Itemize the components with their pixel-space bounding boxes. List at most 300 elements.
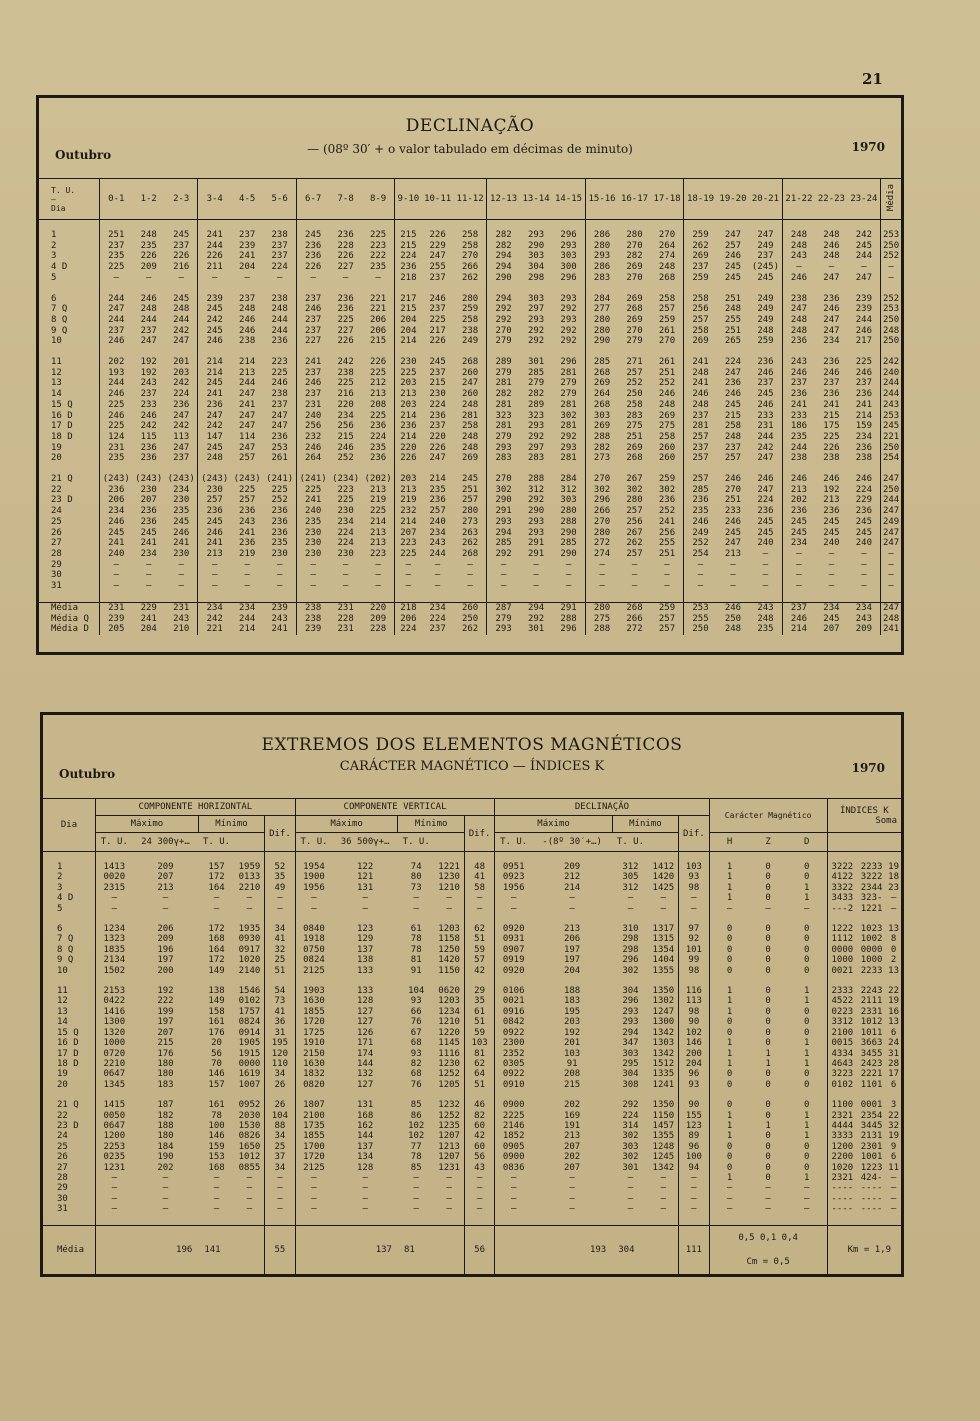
value-cell: 243 [749, 602, 782, 613]
value-cell: 233 [757, 410, 774, 421]
value-cell: — [684, 560, 717, 571]
value-cell: 248 [239, 304, 256, 315]
value-cell: 1 [803, 893, 810, 904]
value-cell: 100 [679, 1152, 710, 1162]
value-cell: 42 [464, 1131, 495, 1141]
value-cell: 238 [823, 453, 840, 464]
value-cell: 238 [782, 294, 815, 305]
declinacao-day-row [39, 453, 901, 464]
value-cell: 237 [173, 453, 190, 464]
value-cell: 80 [410, 872, 422, 883]
value-cell: 286 [585, 230, 618, 241]
value-cell: 3 [890, 1100, 897, 1111]
value-cell: 242 [140, 421, 157, 432]
value-cell: 1502 [96, 966, 133, 976]
hour-header: 19-20 [717, 179, 749, 220]
value-cell: 1 [709, 1111, 749, 1121]
value-cell: 225 [395, 549, 422, 560]
value-cell: 6 [890, 1152, 897, 1163]
day-label: 17 D [51, 421, 73, 432]
value-cell: 226 [395, 453, 422, 464]
value-cell: 1 [709, 872, 749, 882]
value-cell: 2253 [96, 1142, 133, 1152]
value-cell: 272 [626, 624, 643, 635]
value-cell: 245 [782, 528, 815, 539]
value-cell: 81 [464, 1049, 495, 1059]
value-cell: 247 [855, 272, 873, 283]
value-cell: 292 [527, 431, 545, 442]
hour-header: 4-5 [231, 179, 263, 220]
value-cell: — [413, 1204, 419, 1215]
value-cell: 205 [100, 624, 133, 635]
value-cell: 248 [823, 230, 840, 240]
declinacao-day-row [39, 411, 901, 422]
value-cell: 244 [881, 378, 901, 389]
value-cell: 213 [369, 389, 387, 400]
hour-header: 10-11 [421, 179, 453, 220]
value-cell: 226 [198, 251, 231, 262]
value-cell: — [178, 570, 184, 581]
value-cell: 212 [369, 378, 387, 389]
value-cell: 244 [140, 314, 157, 325]
value-cell: 245 [823, 613, 840, 624]
value-cell: 1200 [96, 1131, 133, 1141]
value-cell: 0000 [238, 1058, 261, 1069]
value-cell: 215 [724, 410, 742, 421]
day-label: 12 [51, 367, 62, 378]
value-cell: — [246, 893, 253, 904]
value-cell: 237 [855, 378, 873, 389]
value-cell: 347 [622, 1038, 639, 1049]
extremos-header-row-1 [43, 799, 901, 816]
value-cell: 0 [765, 934, 771, 945]
value-cell: — [413, 1193, 419, 1204]
day-label: 20 [51, 453, 62, 464]
value-cell: 243 [855, 613, 873, 624]
value-cell: — [246, 903, 253, 914]
value-cell: 225 [271, 367, 288, 378]
value-cell: 78 [211, 1110, 222, 1121]
value-cell: 225 [395, 368, 422, 379]
value-cell: 221 [369, 304, 387, 315]
value-cell: 211 [198, 262, 231, 273]
value-cell: 244 [100, 378, 133, 389]
value-cell: 270 [585, 474, 618, 485]
value-cell: 230 [198, 485, 231, 496]
value-cell: 258 [724, 421, 742, 432]
value-cell: 0 [709, 1163, 749, 1173]
value-cell: 256 [626, 516, 643, 527]
value-cell: 225 [239, 484, 256, 495]
extremos-day-row [43, 1163, 901, 1173]
value-cell: 234 [782, 538, 815, 549]
spacer-row [39, 592, 901, 603]
declinacao-day-row [39, 421, 901, 432]
value-cell: 0305 [495, 1059, 532, 1069]
value-cell: 4444 [827, 1121, 857, 1131]
value-cell: 176 [157, 1048, 174, 1059]
value-cell: 206 [369, 314, 387, 325]
day-label: 28 [51, 548, 62, 559]
value-cell: 248 [271, 304, 288, 315]
value-cell: 245 [823, 516, 840, 527]
value-cell: 284 [585, 294, 618, 305]
value-cell: 204 [679, 1059, 710, 1069]
value-cell: 252 [881, 251, 901, 262]
day-label: 16 D [51, 410, 73, 421]
value-cell: — [467, 559, 473, 570]
value-cell: 239 [100, 614, 133, 625]
media-km: Km = 1,9 [827, 1225, 901, 1274]
value-cell: 225 [100, 400, 133, 411]
day-label: 21 Q [57, 1100, 79, 1111]
value-cell: 247 [429, 251, 446, 262]
value-cell: 246 [198, 528, 231, 539]
day-label: 29 [51, 559, 62, 570]
value-cell: 275 [658, 421, 676, 432]
value-cell: 0900 [495, 1100, 532, 1110]
value-cell: 2200 [827, 1152, 857, 1162]
value-cell: 224 [271, 262, 288, 273]
value-cell: 236 [337, 230, 354, 240]
declinacao-day-row [39, 538, 901, 549]
value-cell: — [684, 581, 717, 592]
value-cell: — [446, 1183, 452, 1194]
value-cell: (245) [751, 262, 779, 273]
value-cell: 202 [782, 495, 815, 506]
value-cell: 237 [239, 293, 256, 304]
value-cell: 248 [658, 262, 676, 273]
value-cell: 134 [357, 1152, 374, 1163]
value-cell: 19 [888, 996, 900, 1007]
value-cell: 248 [198, 453, 231, 464]
value-cell: 252 [684, 538, 717, 549]
value-cell: 283 [487, 453, 520, 464]
value-cell: 261 [658, 357, 676, 368]
value-cell: 0 [709, 934, 749, 944]
value-cell: 245 [724, 399, 742, 410]
value-cell: 0 [765, 996, 771, 1007]
value-cell: 213 [157, 882, 174, 893]
value-cell: 244 [239, 378, 256, 389]
value-cell: 283 [585, 273, 618, 284]
value-cell: 236 [100, 485, 133, 496]
value-cell: 213 [369, 538, 387, 549]
value-cell: 192 [563, 1027, 581, 1038]
value-cell: — [495, 1194, 532, 1204]
value-cell: 1302 [652, 996, 675, 1007]
value-cell: 257 [724, 240, 742, 251]
value-cell: 201 [173, 357, 190, 368]
value-cell: 0 [803, 944, 810, 955]
value-cell: — [375, 559, 381, 570]
value-cell: 301 [527, 624, 545, 635]
value-cell: 233 [724, 506, 742, 517]
value-cell: — [100, 273, 133, 284]
value-cell: 323 [487, 411, 520, 422]
value-cell: 2315 [96, 883, 133, 893]
value-cell: 239 [239, 240, 256, 251]
value-cell: 292 [487, 549, 520, 560]
value-cell: — [487, 581, 520, 592]
value-cell: 259 [684, 273, 717, 284]
value-cell: 101 [679, 945, 710, 955]
value-cell: 238 [296, 614, 329, 625]
value-cell: 24 [888, 1038, 900, 1049]
value-cell: 250 [684, 624, 717, 635]
value-cell: 121 [357, 872, 374, 883]
value-cell: 235 [782, 432, 815, 443]
value-cell: 49 [265, 883, 296, 893]
value-cell: 266 [461, 262, 479, 273]
value-cell: 257 [626, 506, 643, 517]
value-cell: 301 [527, 357, 545, 368]
value-cell: 238 [239, 336, 256, 347]
value-cell: 0919 [495, 955, 532, 965]
value-cell: 0 [709, 1028, 749, 1038]
value-cell: 214 [198, 357, 231, 368]
value-cell: 243 [881, 400, 901, 411]
value-cell: 1342 [652, 1162, 675, 1173]
value-cell: — [890, 893, 897, 904]
value-cell: 188 [157, 1120, 174, 1131]
value-cell: 288 [560, 613, 577, 624]
value-cell: (243) [100, 474, 133, 485]
value-cell: 302 [622, 1152, 639, 1163]
value-cell: 297 [527, 442, 545, 453]
value-cell: 239 [296, 624, 329, 635]
value-cell: 280 [626, 230, 643, 240]
day-label: 20 [57, 1079, 68, 1090]
value-cell: 207 [157, 872, 174, 883]
day-label: 25 [57, 1141, 68, 1152]
value-cell: 1935 [238, 924, 261, 935]
value-cell: 96 [679, 1142, 710, 1152]
value-cell: 228 [337, 613, 354, 624]
media-header-text: Média [886, 183, 897, 212]
value-cell: 93 [410, 996, 422, 1007]
value-cell: 303 [560, 251, 577, 262]
value-cell: 233 [140, 399, 157, 410]
value-cell: 0923 [495, 872, 532, 882]
value-cell: 209 [369, 613, 387, 624]
value-cell: ---- [860, 1193, 883, 1204]
value-cell: 237 [782, 602, 815, 613]
value-cell: 236 [429, 495, 446, 506]
value-cell: 175 [823, 421, 840, 432]
value-cell: — [495, 1173, 532, 1183]
value-cell: 1 [709, 1173, 749, 1183]
value-cell: — [213, 903, 220, 914]
value-cell: 234 [337, 410, 354, 421]
value-cell: 221 [881, 432, 901, 443]
value-cell: — [295, 1204, 332, 1214]
extremos-day-row [43, 996, 901, 1006]
value-cell: 258 [461, 230, 479, 240]
value-cell: 282 [585, 443, 618, 454]
value-cell: 245 [823, 527, 840, 538]
value-cell: 246 [724, 474, 742, 485]
value-cell: 293 [560, 314, 577, 325]
value-cell: 4122 [827, 872, 857, 882]
value-cell: 61 [410, 924, 422, 935]
value-cell: 13 [888, 965, 900, 976]
value-cell: — [765, 903, 771, 914]
value-cell: 1956 [495, 883, 532, 893]
value-cell: 2210 [238, 882, 261, 893]
value-cell: 247 [823, 314, 840, 325]
value-cell: 183 [563, 996, 581, 1007]
declinacao-day-row [39, 326, 901, 337]
value-cell: 18 [888, 872, 900, 883]
declinacao-day-row [39, 230, 901, 241]
value-cell: — [446, 1193, 452, 1204]
value-cell: — [362, 903, 368, 914]
value-cell: 0 [765, 1110, 771, 1121]
value-cell: 237 [140, 389, 157, 400]
value-cell: 220 [395, 443, 422, 454]
value-cell: 197 [157, 1017, 174, 1028]
day-label: 23 D [57, 1120, 79, 1131]
value-cell: 283 [626, 410, 643, 421]
value-cell: 248 [782, 241, 815, 252]
value-cell: 36 [265, 1017, 296, 1027]
value-cell: 186 [782, 421, 815, 432]
extremos-day-row [43, 1204, 901, 1214]
value-cell: — [828, 581, 835, 592]
value-cell: 242 [173, 378, 190, 389]
value-cell: 214 [239, 357, 256, 368]
d-dif-header: Dif. [679, 816, 710, 852]
value-cell: 0 [709, 1142, 749, 1152]
value-cell: 2331 [860, 1006, 883, 1017]
value-cell: — [464, 1173, 495, 1183]
value-cell: 257 [658, 624, 676, 635]
value-cell: 0 [765, 944, 771, 955]
declinacao-header-row [39, 179, 901, 220]
value-cell: 113 [679, 996, 710, 1006]
value-cell: 207 [563, 1162, 581, 1173]
value-cell: 231 [757, 421, 774, 432]
value-cell: 289 [487, 357, 520, 368]
dia-label: Dia [51, 203, 66, 213]
value-cell: 228 [369, 624, 387, 635]
value-cell: 98 [679, 883, 710, 893]
value-cell: 230 [296, 528, 329, 539]
value-cell: — [146, 559, 152, 570]
value-cell: — [244, 570, 250, 581]
value-cell: 203 [395, 400, 422, 411]
value-cell: 1210 [438, 1017, 460, 1028]
value-cell: 241 [782, 400, 815, 411]
value-cell: 180 [157, 1069, 174, 1080]
value-cell: 246 [855, 367, 873, 378]
value-cell: 237 [757, 251, 774, 262]
day-label: 10 [57, 965, 68, 976]
value-cell: 292 [560, 336, 577, 347]
value-cell: 196 [157, 944, 174, 955]
value-cell: 2243 [860, 986, 883, 997]
declinacao-day-row [39, 506, 901, 517]
value-cell: 2150 [295, 1049, 332, 1059]
media-v-max: 137 [295, 1225, 398, 1274]
value-cell: 245 [173, 516, 190, 527]
value-cell: — [213, 1172, 220, 1183]
value-cell: 0 [803, 955, 810, 966]
value-cell: 246 [823, 304, 840, 315]
value-cell: 247 [757, 453, 774, 464]
value-cell: 235 [140, 240, 157, 251]
value-cell: 225 [337, 314, 354, 325]
value-cell: — [765, 1193, 771, 1204]
value-cell: 248 [782, 230, 815, 241]
value-cell: 302 [622, 965, 639, 976]
value-cell: 1222 [827, 924, 857, 934]
value-cell: 94 [679, 1163, 710, 1173]
value-cell: 215 [157, 1038, 174, 1049]
value-cell: 1 [709, 893, 749, 903]
value-cell: 1342 [652, 1048, 675, 1059]
value-cell: 0842 [495, 1017, 532, 1027]
value-cell: 241 [881, 624, 901, 635]
value-cell: 292 [527, 336, 545, 347]
value-cell: 57 [464, 955, 495, 965]
value-cell: — [295, 893, 332, 903]
value-cell: 236 [271, 336, 288, 347]
value-cell: — [464, 1194, 495, 1204]
day-label: 1 [57, 862, 63, 872]
value-cell: 1404 [652, 955, 675, 966]
value-cell: — [464, 1183, 495, 1193]
value-cell: 258 [658, 431, 676, 442]
value-cell: 250 [461, 613, 479, 624]
value-cell: 247 [757, 484, 774, 495]
value-cell: 236 [823, 389, 840, 400]
value-cell: — [631, 581, 638, 592]
value-cell: 0 [803, 1141, 810, 1152]
value-cell: 0422 [96, 996, 133, 1006]
value-cell: 25 [265, 955, 296, 965]
value-cell: 243 [271, 613, 288, 624]
value-cell: 251 [724, 293, 742, 304]
v-min-header: Mínimo [398, 816, 464, 833]
value-cell: 242 [198, 421, 231, 432]
value-cell: 236 [724, 378, 742, 389]
value-cell: 85 [410, 1162, 422, 1173]
value-cell: — [861, 581, 867, 592]
value-cell: 247 [173, 410, 190, 421]
value-cell: 203 [395, 474, 422, 485]
value-cell: 293 [527, 230, 545, 240]
value-cell: 192 [823, 484, 840, 495]
value-cell: 0 [765, 1017, 771, 1028]
value-cell: 168 [208, 1162, 225, 1173]
hour-header: 7-8 [329, 179, 361, 220]
value-cell: — [765, 1183, 771, 1194]
value-cell: 99 [679, 955, 710, 965]
extremos-day-row [43, 1069, 901, 1079]
value-cell: 292 [622, 1100, 639, 1111]
value-cell: 302 [622, 1131, 639, 1142]
value-cell: 293 [560, 240, 577, 251]
value-cell: 0102 [827, 1080, 857, 1090]
value-cell: 235 [684, 506, 717, 517]
value-cell: — [890, 1193, 897, 1204]
value-cell: 296 [560, 357, 577, 368]
value-cell: 1 [803, 1172, 810, 1183]
day-label: 10 [51, 336, 62, 347]
value-cell: 180 [157, 1058, 174, 1069]
